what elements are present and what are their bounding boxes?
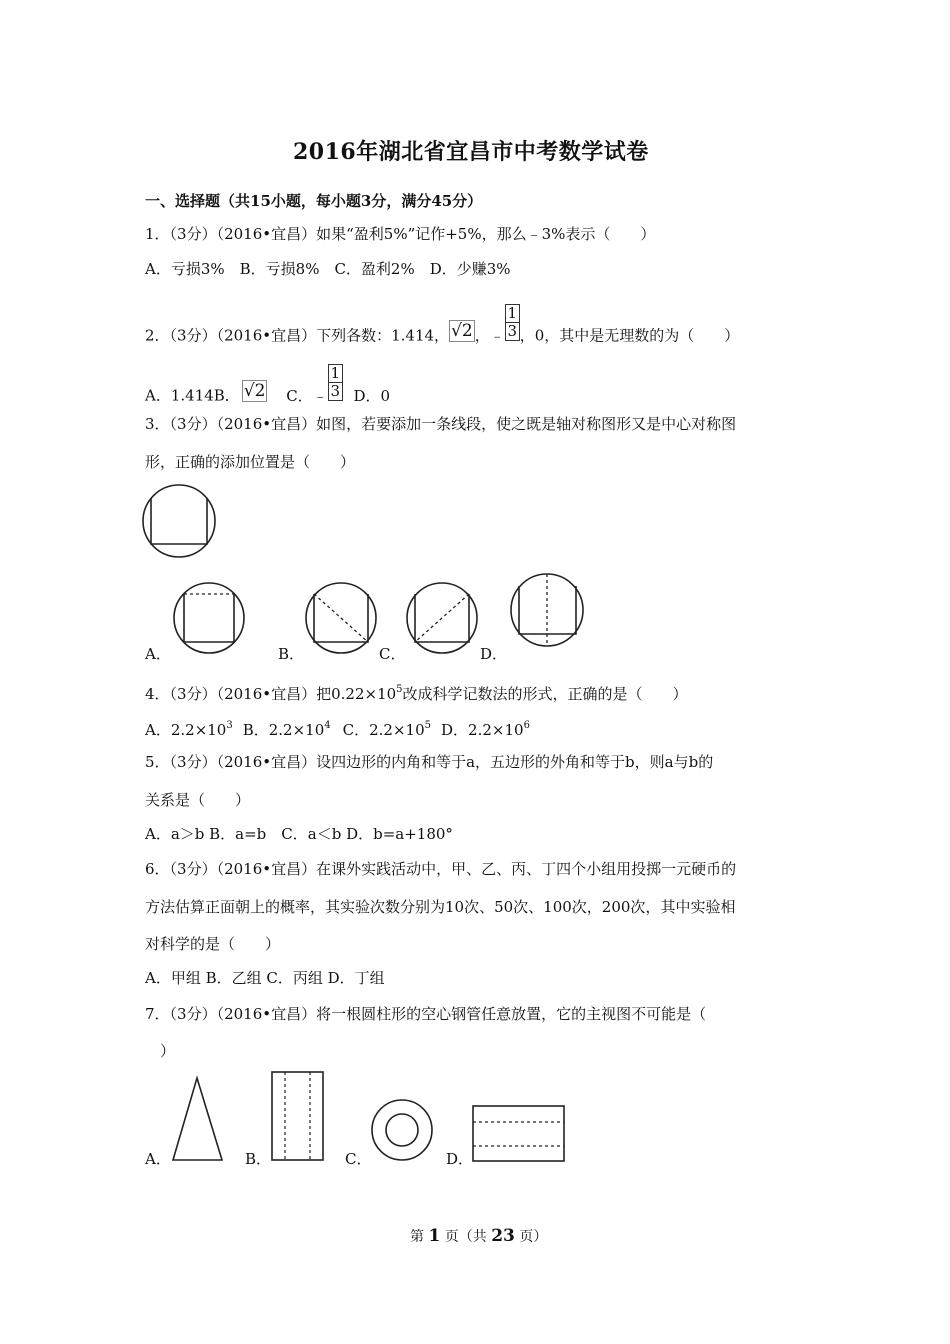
q7-label-d: D． <box>446 1150 474 1168</box>
q4-exp-b: 4 <box>324 720 331 731</box>
q1-stem: 1．（3分）（2016•宜昌）如果“盈利5%”记作+5%，那么﹣3%表示（ ） <box>145 225 656 243</box>
q4-opt-b: B．2.2×10 <box>242 721 325 739</box>
q3-figure-d <box>509 570 587 652</box>
q6-line1: 6．（3分）（2016•宜昌）在课外实践活动中，甲、乙、丙、丁四个小组用投掷一元硬币的 <box>145 860 737 878</box>
sqrt2-option-image: √2 <box>243 380 266 401</box>
q3-main-figure <box>141 483 219 561</box>
q7-label-b: B． <box>245 1150 272 1168</box>
q2-stem-b: ，0，其中是无理数的为（ ） <box>519 326 740 345</box>
frac-opt-den: 3 <box>330 382 340 400</box>
q4-exp-d: 6 <box>523 720 530 731</box>
q6-options: A．甲组 B．乙组 C．丙组 D．丁组 <box>145 969 385 987</box>
q4-stem <box>145 680 688 704</box>
frac-den: 3 <box>507 322 517 340</box>
q7-label-c: C． <box>345 1150 372 1168</box>
q4-options <box>145 716 530 740</box>
q6-line2: 方法估算正面朝上的概率，其实验次数分别为10次、50次、100次，200次，其中实验相 <box>145 898 736 916</box>
footer-mid: 页（共 <box>440 1229 492 1245</box>
q3-label-d: D． <box>480 645 508 663</box>
q7-label-a: A． <box>145 1150 171 1168</box>
q7-figure-b-rectangle <box>270 1070 326 1164</box>
q3-line1: 3．（3分）（2016•宜昌）如图，若要添加一条线段，使之既是轴对称图形又是中心对称图 <box>145 415 737 433</box>
q3-label-c: C． <box>379 645 406 663</box>
q5-options: A．a＞b B．a=b C．a＜b D．b=a+180° <box>145 825 453 843</box>
q3-figure-a <box>172 581 248 657</box>
q3-line2: 形，正确的添加位置是（ ） <box>145 453 356 471</box>
q2-sep: ，﹣ <box>474 326 505 345</box>
section-heading: 一、选择题（共15小题，每小题3分，满分45分） <box>145 192 483 210</box>
q7-figure-d-rectangle <box>471 1104 567 1164</box>
q3-label-a: A． <box>145 645 171 663</box>
q4-stem-exp: 5 <box>396 684 403 695</box>
q3-figure-c <box>405 581 481 657</box>
q4-exp-a: 3 <box>226 720 233 731</box>
q4-opt-a: A．2.2×10 <box>145 721 227 739</box>
footer-page-number: 1 <box>428 1226 441 1246</box>
sqrt2-image: √2 <box>451 320 473 341</box>
q1-options: A．亏损3% B．亏损8% C．盈利2% D．少赚3% <box>145 260 511 278</box>
page-footer <box>410 1226 547 1246</box>
q4-stem-a: 4．（3分）（2016•宜昌）把0.22×10 <box>145 685 397 703</box>
footer-total-pages: 23 <box>491 1226 515 1246</box>
q7-figure-a-triangle <box>170 1075 225 1165</box>
frac-num: 1 <box>507 304 517 322</box>
q5-line1: 5．（3分）（2016•宜昌）设四边形的内角和等于a，五边形的外角和等于b，则a与b的 <box>145 753 714 771</box>
q5-line2: 关系是（ ） <box>145 791 251 809</box>
q6-line3: 对科学的是（ ） <box>145 935 281 953</box>
q7-figure-c-ring <box>370 1098 436 1164</box>
q4-opt-d: D．2.2×10 <box>441 721 524 739</box>
q2-opt-a: A．1.414B． <box>145 386 240 405</box>
q2-opt-d: D．0 <box>353 386 391 405</box>
footer-post: 页） <box>514 1229 548 1245</box>
q7-line2: ） <box>160 1042 176 1060</box>
footer-pre: 第 <box>410 1229 429 1245</box>
q2-stem <box>145 304 740 355</box>
fraction-one-third <box>505 304 520 341</box>
page-title: 2016年湖北省宜昌市中考数学试卷 <box>293 139 649 165</box>
fraction-option <box>328 364 343 401</box>
q2-options <box>145 364 391 415</box>
q4-exp-c: 5 <box>424 720 432 731</box>
q3-figure-b <box>304 581 380 657</box>
q3-label-b: B． <box>278 645 305 663</box>
q2-opt-c: C．﹣ <box>286 386 328 405</box>
q2-stem-a: 2．（3分）（2016•宜昌）下列各数：1.414， <box>145 326 450 345</box>
q4-stem-b: 改成科学记数法的形式，正确的是（ ） <box>402 685 688 703</box>
q7-line1: 7．（3分）（2016•宜昌）将一根圆柱形的空心钢管任意放置，它的主视图不可能是（ <box>145 1005 707 1023</box>
frac-opt-num: 1 <box>330 364 340 382</box>
q4-opt-c: C．2.2×10 <box>342 721 425 739</box>
